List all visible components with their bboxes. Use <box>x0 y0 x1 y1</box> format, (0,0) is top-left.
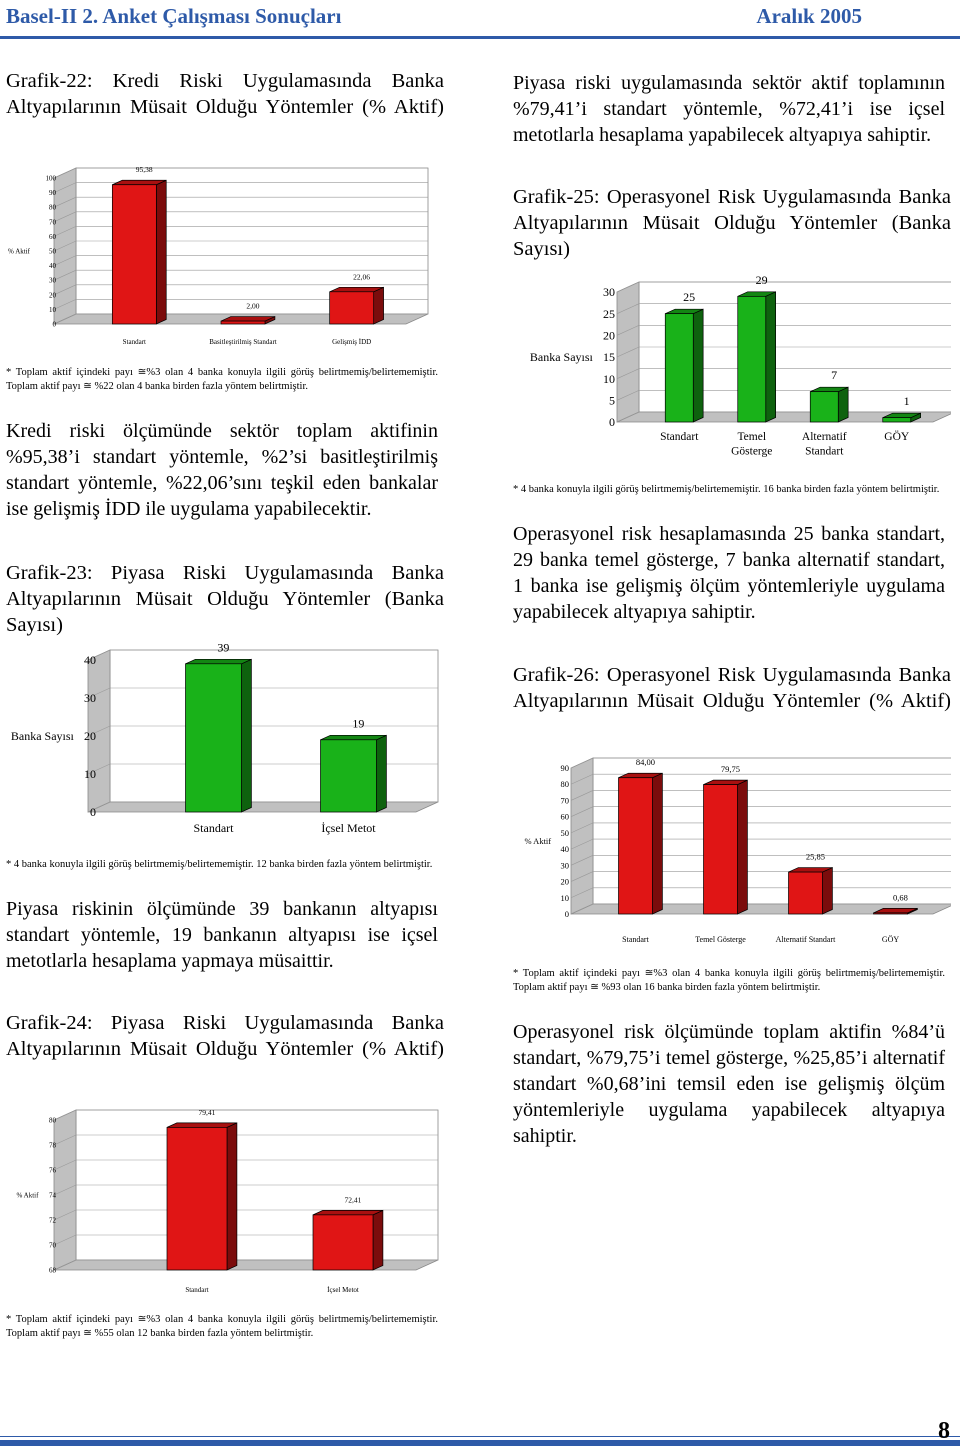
g22-tick-label: 0 <box>52 320 56 329</box>
g24-category-label: İçsel Metot <box>327 1286 359 1294</box>
g24-bar-top <box>313 1210 383 1215</box>
g26-tick-label: 90 <box>560 762 569 773</box>
g23-tick-label: 40 <box>84 653 96 668</box>
chart-g24 <box>6 1090 444 1300</box>
g22-bar <box>330 292 374 324</box>
g23-bar <box>186 664 242 812</box>
g22-tick-label: 40 <box>49 262 56 271</box>
g24-tick-label: 76 <box>49 1166 56 1175</box>
g22-category-label: Basitleştirilmiş Standart <box>209 338 277 346</box>
g22-title: Grafik-22: Kredi Riski Uygulamasında Banka Altyapılarının Müsait Olduğu Yöntemler (% Aktif) <box>6 70 444 118</box>
page-number: 8 <box>938 1418 950 1444</box>
g26-bar <box>619 778 653 914</box>
g22-bar <box>112 185 156 324</box>
g22-tick-label: 20 <box>49 291 56 300</box>
g24-tick-label: 70 <box>49 1241 56 1250</box>
g25-category-label <box>802 431 847 457</box>
g23-y-axis-label: Banka Sayısı <box>10 729 74 744</box>
g22-tick-label: 80 <box>49 203 56 212</box>
g22-bar-top <box>112 180 166 185</box>
g22-bar-top <box>221 317 275 322</box>
g23-tick-label: 30 <box>84 691 96 706</box>
chart-g25 <box>513 270 951 470</box>
g26-tick-label: 30 <box>560 860 569 871</box>
g23-tick-label: 0 <box>90 805 96 820</box>
g25-bar-side <box>766 292 776 422</box>
g25-y-axis-label: Banka Sayısı <box>529 350 593 365</box>
g26-tick-label: 0 <box>564 908 569 919</box>
g24-plot <box>16 1108 438 1294</box>
g25-plot <box>530 273 951 458</box>
g24-title: Grafik-24: Piyasa Riski Uygulamasında Banka Altyapılarının Müsait Olduğu Yöntemler (% Aktif) <box>6 1012 444 1060</box>
g26-side-wall <box>571 758 593 914</box>
g23-data-label: 39 <box>217 640 230 655</box>
g26-data-label: 25,85 <box>805 851 825 862</box>
g24-tick-label: 78 <box>49 1141 56 1150</box>
g26-bar-side <box>738 780 748 914</box>
g25-category-label: GÖY <box>884 431 910 443</box>
g23-bar <box>321 740 377 812</box>
g26-bar-side <box>653 773 663 914</box>
g26-data-label: 79,75 <box>720 764 740 775</box>
g26-note: * Toplam aktif içindeki payı ≅%3 olan 4 banka konuyla ilgili görüş belirtmemiş/belirtememiştir. Toplam aktif payı ≅ %93 olan 16 banka birden fazla yöntem belirtmiştir. <box>513 968 945 993</box>
g22-tick-label: 70 <box>49 218 56 227</box>
g22-plot <box>8 165 428 346</box>
g25-data-label: 25 <box>683 290 696 305</box>
g22-data-label: 22,06 <box>353 272 371 282</box>
g26-data-label: 0,68 <box>892 892 908 903</box>
header-date: Aralık 2005 <box>756 4 862 28</box>
g26-tick-label: 50 <box>560 827 569 838</box>
chart-g26 <box>513 742 951 954</box>
paragraph-credit-risk: Kredi riski ölçümünde sektör toplam aktifinin %95,38’i standart yöntemle, %2’si basitleştirilmiş standart yöntemle, %22,06’sını teşkil eden bankalar ise gelişmiş İDD ile uygulama yapabilecektir. <box>6 420 438 520</box>
g26-bar-side <box>823 868 833 914</box>
g26-category-label: Alternatif Standart <box>775 935 836 944</box>
g26-tick-label: 70 <box>560 795 569 806</box>
g24-tick-label: 80 <box>49 1116 56 1125</box>
g26-title: Grafik-26: Operasyonel Risk Uygulamasında Banka Altyapılarının Müsait Olduğu Yöntemler (% Aktif) <box>513 664 951 712</box>
g22-category-label: Gelişmiş İDD <box>332 338 372 346</box>
g26-data-label: 84,00 <box>635 757 655 768</box>
g22-tick-label: 90 <box>49 189 56 198</box>
g24-tick-label: 72 <box>49 1216 56 1225</box>
chart-g23 <box>6 640 444 840</box>
g24-note: * Toplam aktif içindeki payı ≅%3 olan 4 banka konuyla ilgili görüş belirtmemiş/belirtememiştir. Toplam aktif payı ≅ %55 olan 12 banka birden fazla yöntem belirtmiştir. <box>6 1314 438 1339</box>
g22-tick-label: 50 <box>49 247 56 256</box>
g26-bar <box>789 872 823 914</box>
g23-note: * 4 banka konuyla ilgili görüş belirtmemiş/belirtememiştir. 12 banka birden fazla yöntem belirtmiştir. <box>6 859 433 870</box>
g25-category-label: Standart <box>660 431 699 443</box>
g23-data-label: 19 <box>352 716 365 731</box>
g25-tick-label: 0 <box>609 415 615 430</box>
g25-bar-side <box>693 309 703 422</box>
g25-category-line: Gösterge <box>731 445 773 458</box>
g22-category-label: Standart <box>122 338 146 346</box>
g25-tick-label: 10 <box>603 371 615 386</box>
paragraph-operational-risk-assets: Operasyonel risk ölçümünde toplam aktifin %84’ü standart, %79,75’i temel gösterge, %25,85’i alternatif standart %0,68’ini temsil eden ise gelişmiş ölçüm yöntemleriyle uygulama yapabilecek altyapıya sahiptir. <box>513 1021 945 1147</box>
g22-tick-label: 60 <box>49 232 56 241</box>
g24-bar-top <box>167 1123 237 1128</box>
g26-tick-label: 10 <box>560 892 569 903</box>
g25-note: * 4 banka konuyla ilgili görüş belirtmemiş/belirtememiştir. 16 banka birden fazla yöntem belirtmiştir. <box>513 484 940 495</box>
header-rule <box>0 36 960 39</box>
page-header <box>0 0 960 42</box>
g22-bar-top <box>330 287 384 292</box>
g22-tick-label: 100 <box>45 174 56 183</box>
g22-data-label: 95,38 <box>135 165 153 175</box>
g25-category-line: Alternatif <box>801 431 847 443</box>
footer-rule <box>0 1440 960 1446</box>
paragraph-market-risk: Piyasa riskinin ölçümünde 39 bankanın altyapısı standart yöntemle, 19 bankanın altyapısı ise içsel metotlarla hesaplama yapmaya müsaittir. <box>6 898 438 972</box>
g25-tick-label: 15 <box>603 350 615 365</box>
g26-bar <box>874 913 908 914</box>
g25-bar <box>810 392 838 422</box>
g25-category-line: Standart <box>805 445 844 458</box>
g23-plot <box>11 640 438 835</box>
g22-note: * Toplam aktif içindeki payı ≅%3 olan 4 banka konuyla ilgili görüş belirtmemiş/belirtememiştir. Toplam aktif payı ≅ %22 olan 4 banka birden fazla yöntem belirtmiştir. <box>6 367 438 392</box>
g22-data-label: 2,00 <box>246 301 260 311</box>
g25-tick-label: 25 <box>603 306 615 321</box>
g25-bar <box>883 418 911 422</box>
g26-tick-label: 40 <box>560 844 569 855</box>
g25-bar-side <box>838 387 848 422</box>
g23-tick-label: 10 <box>84 767 96 782</box>
g22-bar-side <box>156 180 166 324</box>
g23-title: Grafik-23: Piyasa Riski Uygulamasında Banka Altyapılarının Müsait Olduğu Yöntemler (Banka Sayısı) <box>6 562 444 636</box>
g25-bar <box>738 296 766 422</box>
g25-tick-label: 5 <box>609 393 615 408</box>
g24-bar-side <box>227 1123 237 1270</box>
g23-category-label: İçsel Metot <box>321 821 376 835</box>
g24-category-label: Standart <box>185 1286 209 1294</box>
g26-category-label: Standart <box>622 935 649 944</box>
g23-category-label: Standart <box>193 821 234 835</box>
g22-tick-label: 10 <box>49 305 56 314</box>
g25-category-label <box>731 431 772 457</box>
g23-bar-side <box>242 659 252 812</box>
g25-bar <box>665 314 693 422</box>
g26-tick-label: 80 <box>560 779 569 790</box>
g24-bar-side <box>373 1210 383 1270</box>
g24-bar <box>313 1215 373 1270</box>
g26-tick-label: 20 <box>560 876 569 887</box>
g23-tick-label: 20 <box>84 729 96 744</box>
g26-y-axis-label: % Aktif <box>524 835 552 846</box>
g25-data-label: 1 <box>903 394 910 409</box>
g25-data-label: 7 <box>831 368 838 383</box>
g25-title: Grafik-25: Operasyonel Risk Uygulamasında Banka Altyapılarının Müsait Olduğu Yöntemler (Banka Sayısı) <box>513 186 951 260</box>
g23-bar-top <box>321 735 387 740</box>
g23-bar-top <box>186 659 252 664</box>
footer-rule-thin <box>0 1436 960 1437</box>
g22-tick-label: 30 <box>49 276 56 285</box>
chart-g22 <box>6 146 444 354</box>
g25-tick-label: 30 <box>603 285 615 300</box>
g22-y-axis-label: % Aktif <box>8 247 30 256</box>
paragraph-operational-risk: Operasyonel risk hesaplamasında 25 banka standart, 29 banka temel gösterge, 7 banka alternatif standart, 1 banka ise gelişmiş ölçüm yöntemleriyle uygulama yapabilecek altyapıya sahiptir. <box>513 523 945 623</box>
g24-data-label: 72,41 <box>344 1195 362 1205</box>
g23-bar-side <box>377 735 387 812</box>
g22-bar-side <box>374 287 384 324</box>
g25-data-label: 29 <box>755 272 768 287</box>
g22-bar <box>221 321 265 324</box>
g24-tick-label: 68 <box>49 1266 56 1275</box>
g26-tick-label: 60 <box>560 811 569 822</box>
g26-category-label: GÖY <box>881 935 900 944</box>
g26-bar <box>704 785 738 914</box>
g24-y-axis-label: % Aktif <box>16 1191 39 1200</box>
g26-category-label: Temel Gösterge <box>695 935 746 944</box>
header-title: Basel-II 2. Anket Çalışması Sonuçları <box>6 4 342 28</box>
g25-category-line: Temel <box>737 431 767 443</box>
paragraph-market-risk-assets: Piyasa riski uygulamasında sektör aktif toplamının %79,41’i standart yöntemle, %72,41’i ise içsel metotlarla hesaplama yapabilecek altyapıya sahiptir. <box>513 72 945 146</box>
g24-tick-label: 74 <box>49 1191 56 1200</box>
g24-bar <box>167 1127 227 1270</box>
g25-tick-label: 20 <box>603 328 615 343</box>
g26-plot <box>524 757 951 944</box>
g24-data-label: 79,41 <box>198 1107 216 1117</box>
